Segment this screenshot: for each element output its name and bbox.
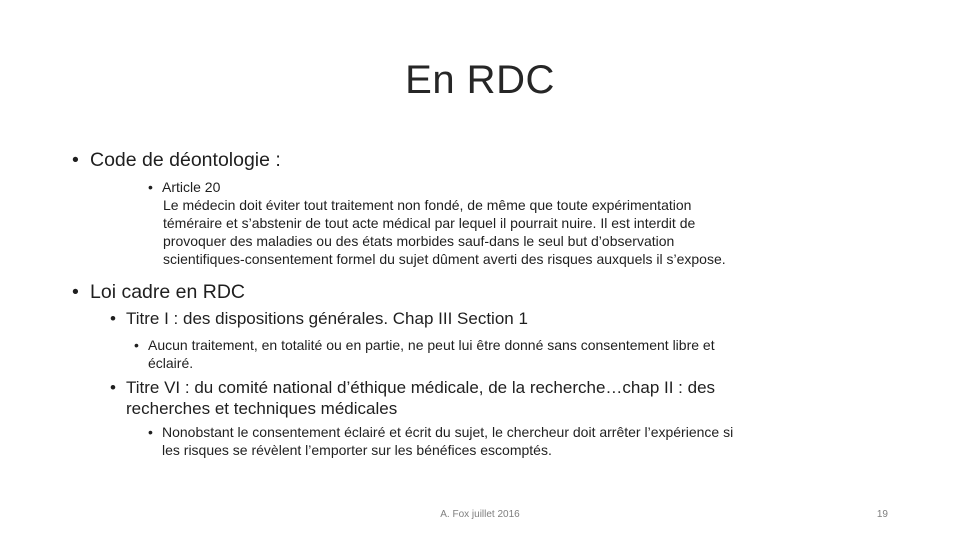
page-number: 19 bbox=[876, 509, 888, 520]
bullet-icon: • bbox=[148, 424, 153, 440]
bullet-article-20 bbox=[148, 178, 220, 196]
titre-1-label: Titre I : des dispositions générales. Chap III Section 1 bbox=[126, 309, 528, 328]
bullet-icon: • bbox=[72, 149, 79, 171]
article-line: provoquer des maladies ou des états morbides sauf-dans le seul but d’observation bbox=[163, 233, 675, 249]
bullet-icon: • bbox=[134, 337, 139, 353]
bullet-icon: • bbox=[148, 179, 153, 195]
article-label: Article 20 bbox=[162, 179, 221, 195]
heading-loi-cadre: Loi cadre en RDC bbox=[90, 281, 245, 303]
titre-6-line: recherches et techniques médicales bbox=[126, 399, 398, 418]
bullet-titre-6-detail bbox=[148, 423, 733, 459]
heading-code-deontologie: Code de déontologie : bbox=[90, 149, 281, 171]
titre-1-detail bbox=[148, 336, 715, 372]
detail-line: les risques se révèlent l’emporter sur les bénéfices escomptés. bbox=[162, 442, 552, 458]
bullet-code-deontologie bbox=[72, 148, 281, 172]
article-line: scientifiques-consentement formel du sujet dûment averti des risques auxquels il s’expose. bbox=[163, 251, 726, 267]
titre-6-line: Titre VI : du comité national d’éthique médicale, de la recherche…chap II : des bbox=[126, 378, 716, 397]
titre-6-label bbox=[126, 377, 715, 419]
detail-line: éclairé. bbox=[148, 355, 194, 371]
bullet-titre-1 bbox=[110, 308, 528, 329]
bullet-icon: • bbox=[72, 281, 79, 303]
article-body bbox=[163, 196, 726, 268]
article-line: téméraire et s’abstenir de tout acte médical par lequel il pourrait nuire. Il est interdit de bbox=[163, 215, 696, 231]
bullet-loi-cadre bbox=[72, 280, 245, 304]
titre-6-detail bbox=[162, 423, 733, 459]
slide-title: En RDC bbox=[405, 58, 555, 102]
bullet-icon: • bbox=[110, 309, 116, 328]
detail-line: Aucun traitement, en totalité ou en partie, ne peut lui être donné sans consentement libre et bbox=[148, 337, 715, 353]
bullet-titre-1-detail bbox=[134, 336, 715, 372]
footer-author: A. Fox juillet 2016 bbox=[440, 509, 520, 520]
bullet-icon: • bbox=[110, 378, 116, 397]
bullet-titre-6 bbox=[110, 377, 715, 419]
article-line: Le médecin doit éviter tout traitement non fondé, de même que toute expérimentation bbox=[163, 197, 692, 213]
detail-line: Nonobstant le consentement éclairé et écrit du sujet, le chercheur doit arrêter l’expérience si bbox=[162, 424, 734, 440]
